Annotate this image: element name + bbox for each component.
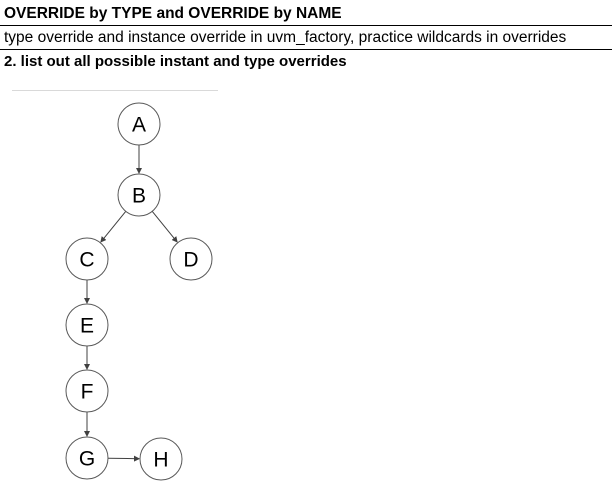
node-e [66, 304, 108, 346]
node-label: E [79, 314, 95, 338]
node-a [118, 103, 160, 145]
node-b [118, 174, 160, 216]
page-subtitle: type override and instance override in uvm_factory, practice wildcards in overrides [4, 29, 567, 46]
node-h [140, 438, 182, 480]
node-c [66, 238, 108, 280]
node-label: A [131, 113, 147, 137]
node-d [170, 238, 212, 280]
node-label: G [78, 447, 96, 471]
node-g [66, 437, 108, 479]
node-label: C [79, 248, 95, 272]
edge-b-d [152, 211, 177, 242]
node-label: F [80, 380, 94, 404]
node-label: D [183, 248, 199, 272]
node-label: H [153, 448, 169, 472]
node-label: B [131, 184, 147, 208]
node-f [66, 370, 108, 412]
question-text: 2. list out all possible instant and type overrides [4, 53, 347, 70]
edge-b-c [101, 211, 126, 242]
page-title: OVERRIDE by TYPE and OVERRIDE by NAME [4, 5, 342, 22]
